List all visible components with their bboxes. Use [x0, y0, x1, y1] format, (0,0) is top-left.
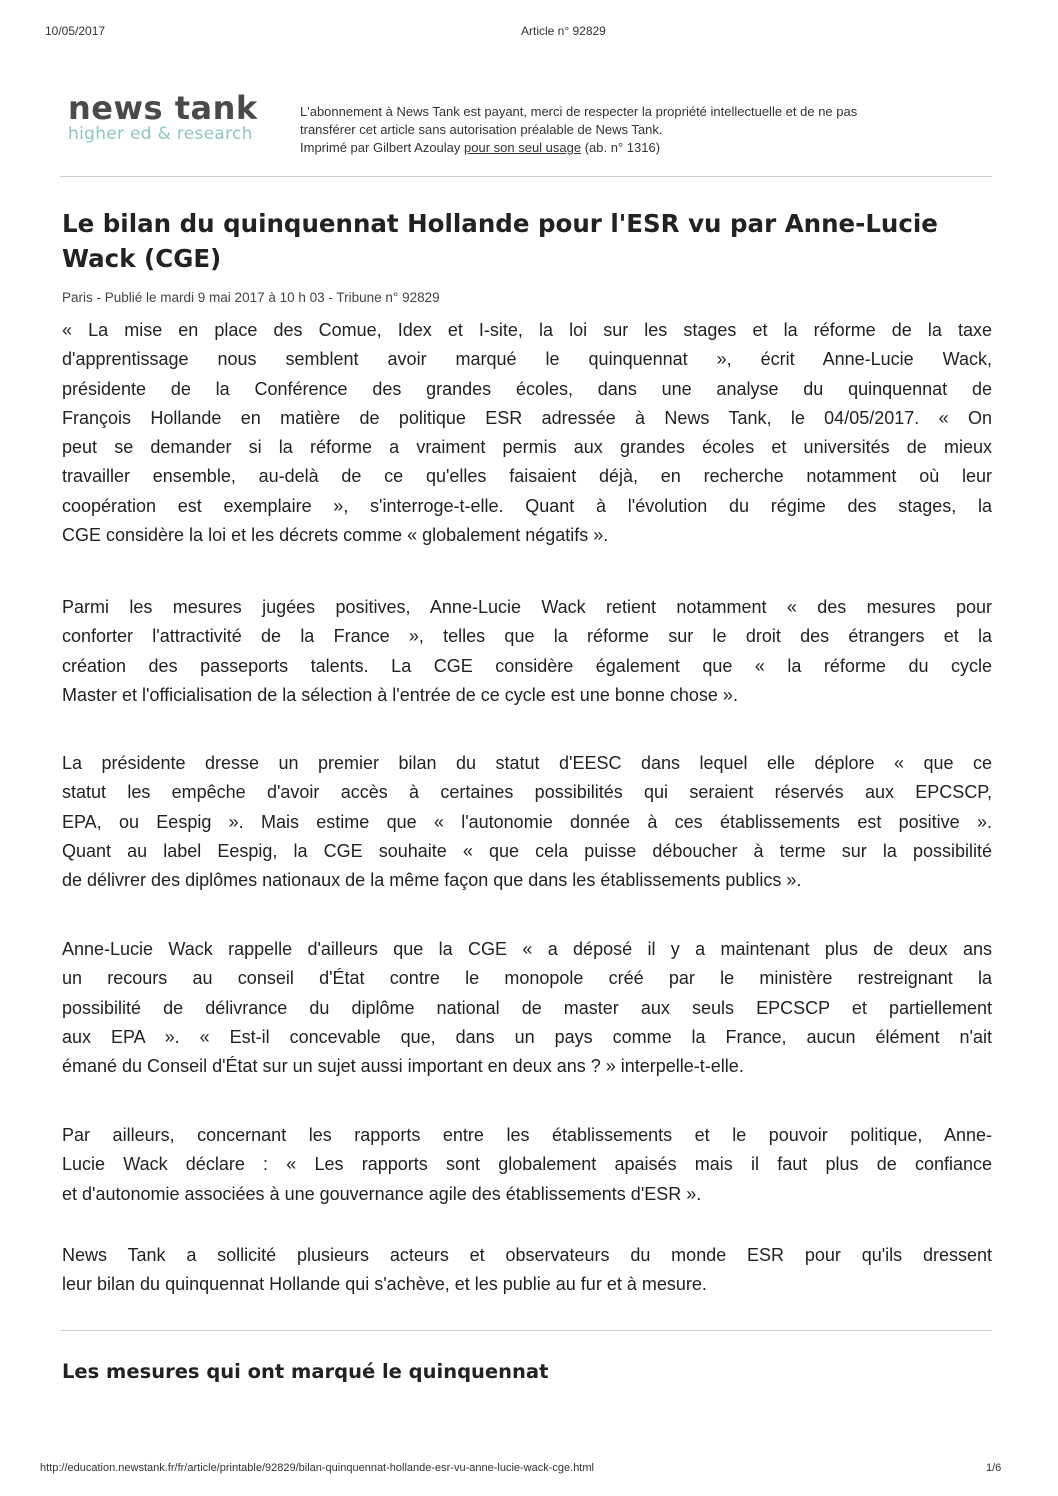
paragraph-line: peut se demander si la réforme a vraiment permis aux grandes écoles et universités de mieux	[62, 437, 992, 458]
paragraph-line: de délivrer des diplômes nationaux de la même façon que dans les établissements publics ».	[62, 870, 802, 891]
paragraph-line: Quant au label Eespig, la CGE souhaite « que cela puisse déboucher à terme sur la possibilité	[62, 840, 992, 861]
article-paragraph	[62, 1241, 992, 1300]
article-paragraph	[62, 749, 992, 895]
paragraph-line: travailler ensemble, au-delà de ce qu'elles faisaient déjà, en recherche notamment où leur	[62, 466, 992, 487]
print-page-number: 1/6	[986, 1462, 1002, 1474]
paragraph-line: « La mise en place des Comue, Idex et I-site, la loi sur les stages et la réforme de la taxe	[62, 320, 992, 340]
paragraph-line: et d'autonomie associées à une gouvernance agile des établissements d'ESR ».	[62, 1183, 702, 1204]
article-byline: Paris - Publié le mardi 9 mai 2017 à 10 h 03 - Tribune n° 92829	[62, 290, 440, 305]
logo-wordmark: news tank	[68, 89, 258, 127]
paragraph-line: News Tank a sollicité plusieurs acteurs et observateurs du monde ESR pour qu'ils dressent	[62, 1245, 992, 1265]
paragraph-line: Master et l'officialisation de la sélection à l'entrée de ce cycle est une bonne chose ».	[62, 684, 738, 705]
notice-line: L'abonnement à News Tank est payant, merci de respecter la propriété intellectuelle et de ne pas	[300, 104, 858, 119]
article-paragraph	[62, 593, 992, 710]
header-divider	[60, 176, 992, 177]
paragraph-line: EPA, ou Eespig ». Mais estime que « l'autonomie donnée à ces établissements est positive ».	[62, 811, 992, 832]
notice-subscription-number: (ab. n° 1316)	[581, 140, 661, 155]
print-date: 10/05/2017	[45, 24, 106, 38]
section-heading: Les mesures qui ont marqué le quinquennat	[62, 1360, 549, 1383]
article-title	[62, 206, 992, 276]
paragraph-line: un recours au conseil d'État contre le monopole créé par le ministère restreignant la	[62, 968, 992, 989]
paragraph-line: Par ailleurs, concernant les rapports entre les établissements et le pouvoir politique, Anne-	[62, 1125, 992, 1145]
paragraph-line: statut les empêche d'avoir accès à certaines possibilités qui seraient réservés aux EPCSCP,	[62, 782, 992, 803]
news-tank-logo	[68, 89, 288, 144]
paragraph-line: La présidente dresse un premier bilan du statut d'EESC dans lequel elle déplore « que ce	[62, 753, 992, 773]
paragraph-line: coopération est exemplaire », s'interroge-t-elle. Quant à l'évolution du régime des stages, la	[62, 495, 992, 516]
personal-use-link[interactable]: pour son seul usage	[464, 140, 582, 155]
article-paragraph	[62, 316, 992, 550]
paragraph-line: Anne-Lucie Wack rappelle d'ailleurs que la CGE « a déposé il y a maintenant plus de deux ans	[62, 939, 992, 959]
paragraph-line: aux EPA ». « Est-il concevable que, dans un pays comme la France, aucun élément n'ait	[62, 1026, 992, 1047]
logo-tagline: higher ed & research	[68, 124, 253, 144]
notice-printed-by: Imprimé par Gilbert Azoulay	[300, 140, 465, 155]
section-divider	[60, 1330, 992, 1331]
paragraph-line: conforter l'attractivité de la France », telles que la réforme sur le droit des étrangers et la	[62, 626, 992, 647]
paragraph-line: François Hollande en matière de politique ESR adressée à News Tank, le 04/05/2017. « On	[62, 407, 992, 428]
paragraph-line: Lucie Wack déclare : « Les rapports sont globalement apaisés mais il faut plus de confiance	[62, 1154, 992, 1175]
print-footer-url: http://education.newstank.fr/fr/article/printable/92829/bilan-quinquennat-hollande-esr-vu-anne-lucie-wack-cge.html	[40, 1462, 594, 1474]
article-paragraph	[62, 935, 992, 1081]
paragraph-line: création des passeports talents. La CGE considère également que « la réforme du cycle	[62, 655, 992, 676]
copyright-notice	[300, 103, 1000, 157]
notice-line: transférer cet article sans autorisation préalable de News Tank.	[300, 122, 663, 137]
paragraph-line: possibilité de délivrance du diplôme national de master aux seuls EPCSCP et partiellement	[62, 997, 992, 1018]
print-article-number: Article n° 92829	[521, 24, 606, 38]
paragraph-line: d'apprentissage nous semblent avoir marqué le quinquennat », écrit Anne-Lucie Wack,	[62, 349, 992, 370]
article-title-line: Wack (CGE)	[62, 244, 222, 273]
paragraph-line: Parmi les mesures jugées positives, Anne-Lucie Wack retient notamment « des mesures pour	[62, 597, 992, 617]
paragraph-line: présidente de la Conférence des grandes écoles, dans une analyse du quinquennat de	[62, 378, 992, 399]
paragraph-line: leur bilan du quinquennat Hollande qui s'achève, et les publie au fur et à mesure.	[62, 1274, 707, 1295]
paragraph-line: CGE considère la loi et les décrets comme « globalement négatifs ».	[62, 525, 609, 546]
notice-line	[300, 139, 1000, 157]
article-title-line: Le bilan du quinquennat Hollande pour l'ESR vu par Anne-Lucie	[62, 209, 938, 238]
paragraph-line: émané du Conseil d'État sur un sujet aussi important en deux ans ? » interpelle-t-elle.	[62, 1056, 744, 1077]
article-paragraph	[62, 1121, 992, 1209]
